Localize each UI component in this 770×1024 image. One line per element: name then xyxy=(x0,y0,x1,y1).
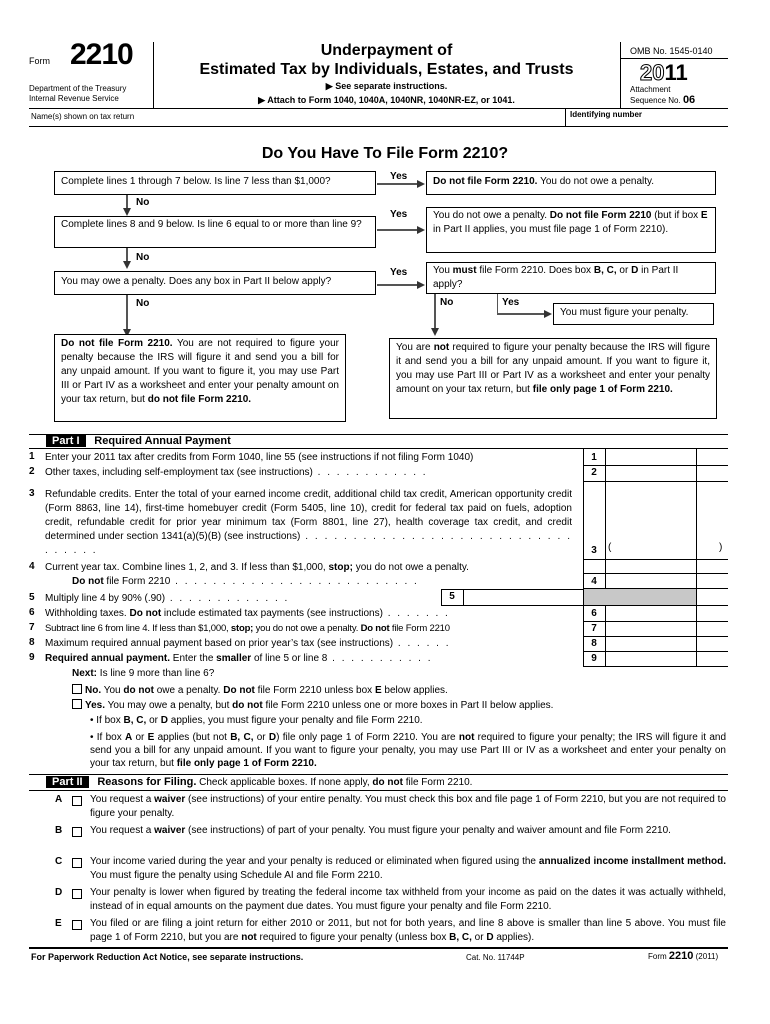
dept-label: Department of the Treasury xyxy=(29,84,127,93)
box-e-checkbox[interactable] xyxy=(72,920,82,930)
e-mid: required to figure your penalty (unless box xyxy=(256,932,450,943)
line-5-box-label: 5 xyxy=(449,591,455,602)
answer-1-box xyxy=(426,171,716,195)
e-bcd: B, C, xyxy=(449,932,472,943)
b2-a: • If box xyxy=(90,732,125,743)
left-result-text: You are not required to figure your penalty because the IRS will figure it and send you a bill for any unpaid amount. If you want to figure it, you may use Part III or Part IV as a worksheet and enter your penalty amount on your tax return, but xyxy=(61,338,340,405)
paperwork-notice: For Paperwork Reduction Act Notice, see separate instructions. xyxy=(31,952,304,962)
question-3-text: You may owe a penalty. Does any box in Part II below apply? xyxy=(61,276,332,287)
no-c: file Form 2210 unless box xyxy=(254,685,375,696)
answer-2-e: E xyxy=(700,210,708,221)
line-9-bold: Required annual payment. xyxy=(45,653,171,664)
line-3-label: Refundable credits. Enter the total of your earned income credit, additional child tax credit, American opportunity credit (Form 8863, line 14), first-time homebuyer credit (Form 5405, line 10), credit for federal tax paid on fuels, adoption credit, refundable credit for prior year minimum tax (Form 8801, line 27), health coverage tax credit, and credit determined under section 1341(a)(5)(B) (see instructions) xyxy=(45,489,572,542)
no-a: You xyxy=(101,685,124,696)
line-7-text xyxy=(45,622,450,636)
figure-penalty-box xyxy=(553,303,714,325)
b2-file: file only page 1 of Form 2210. xyxy=(176,758,317,769)
right-result-box xyxy=(389,338,717,419)
a-post: (see instructions) of your entire penalty. You must check this box and file page 1 of Form 2210, but you are not required to figure your penalty. xyxy=(90,794,726,819)
answer-3-box xyxy=(426,262,716,294)
box-a-letter: A xyxy=(55,794,63,805)
line-4-amount[interactable] xyxy=(606,574,696,588)
line-7-bold: Do not xyxy=(360,623,390,634)
omb-number: OMB No. 1545-0140 xyxy=(630,46,713,56)
footer-form-label: Form xyxy=(648,952,667,961)
c-bold: annualized income installment method. xyxy=(538,856,726,867)
part2-label: Part II xyxy=(46,776,89,788)
yes-do: do not xyxy=(232,700,263,711)
answer-1-rest: You do not owe a penalty. xyxy=(537,176,655,187)
tax-year-bold: 11 xyxy=(664,60,688,85)
next-yes-checkbox[interactable] xyxy=(72,699,82,709)
line-9-text: Required annual payment. Enter the smaller of line 5 or line 8 . . . . . . . . . . . xyxy=(45,653,433,664)
b2-or: or xyxy=(132,732,148,743)
line-6-box-label: 6 xyxy=(591,608,597,619)
footer-form xyxy=(648,949,718,964)
line-6-b: include estimated tax payments (see instructions) xyxy=(161,608,383,619)
part2-intro-a: Check applicable boxes. If none apply, xyxy=(196,777,373,788)
line-8-text: Maximum required annual payment based on prior year’s tax (see instructions) . . . . . . xyxy=(45,638,451,649)
answer-3-bcd: B, C, xyxy=(593,265,617,276)
answer-3-post: in Part II apply? xyxy=(433,265,679,290)
left-result-do-not: do not file Form 2210. xyxy=(147,394,252,405)
box-d-checkbox[interactable] xyxy=(72,889,82,899)
no-do: do not xyxy=(123,685,154,696)
line-9-number: 9 xyxy=(29,652,35,663)
box-c-checkbox[interactable] xyxy=(72,858,82,868)
left-result-box xyxy=(54,334,346,422)
line-3-number: 3 xyxy=(29,488,35,499)
line-4-a: Current year tax. Combine lines 1, 2, and 3. If less than $1,000, xyxy=(45,562,329,573)
q3-yes-label: Yes xyxy=(390,267,408,278)
q1-no-label: No xyxy=(136,197,150,208)
line-2-number: 2 xyxy=(29,466,35,477)
answer-1-bold: Do not file Form 2210. xyxy=(433,176,538,187)
line-8-box-label: 8 xyxy=(591,638,597,649)
part2-intro-b: file Form 2210. xyxy=(402,777,473,788)
left-result-bold: Do not file Form 2210. xyxy=(61,338,173,349)
q3-no-label: No xyxy=(136,298,150,309)
answer-2-box xyxy=(426,207,716,253)
line-5-number: 5 xyxy=(29,592,35,603)
b1-or: or xyxy=(146,715,161,726)
line-2-text: Other taxes, including self-employment tax (see instructions) . . . . . . . . . . . . xyxy=(45,467,428,478)
b1-bcd: B, C, xyxy=(123,715,147,726)
line-5-amount[interactable] xyxy=(464,590,582,605)
line-7-a: Subtract line 6 from line 4. If less than $1,000, xyxy=(45,623,231,634)
box-b-letter: B xyxy=(55,825,63,836)
line-1-number: 1 xyxy=(29,451,35,462)
line-3-box-label: 3 xyxy=(591,545,597,556)
line-3-paren-close: ) xyxy=(719,542,723,553)
answer-3-mid: file Form 2210. Does box xyxy=(476,265,594,276)
part1-title: Required Annual Payment xyxy=(94,435,231,447)
b2-or2: or xyxy=(253,732,269,743)
answer-2-mid: (but if box xyxy=(651,210,701,221)
b2-d2: required to figure your penalty; the IRS will figure it and send you a bill for any unpaid amount. If you want to figure your penalty, you may use Part III or IV as a worksheet and enter your penalty on your tax return, but xyxy=(90,732,727,769)
q2-yes-label: Yes xyxy=(390,209,408,220)
b2-not: not xyxy=(458,732,475,743)
e-pre: You filed or are filing a joint return for either 2010 or 2011, but not for both years, and line 8 above is smaller than line 5 above. You must file page 1 of Form 2210, but you are xyxy=(90,918,726,943)
line-9-amount[interactable] xyxy=(606,652,696,666)
line-9-smaller: smaller xyxy=(216,653,252,664)
box-e-letter: E xyxy=(55,918,62,929)
q2-no-label: No xyxy=(136,252,150,263)
form-label: Form xyxy=(29,56,50,66)
part1-header xyxy=(46,435,231,448)
question-1-text: Complete lines 1 through 7 below. Is line 7 less than $1,000? xyxy=(61,176,331,187)
e-d: D xyxy=(486,932,494,943)
next-no-checkbox[interactable] xyxy=(72,684,82,694)
a3-no-label: No xyxy=(440,297,454,308)
a-pre: You request a xyxy=(90,794,155,805)
b-pre: You request a xyxy=(90,825,155,836)
line-9-box-label: 9 xyxy=(591,653,597,664)
answer-3-pre: You xyxy=(433,265,453,276)
footer-form-number: 2210 xyxy=(668,950,694,962)
right-result-not: not xyxy=(433,342,450,353)
b2-c: ) file only page 1 of Form 2210. You are xyxy=(276,732,459,743)
no-bold: No. xyxy=(85,685,102,696)
right-result-mid: required to figure your penalty because the IRS will figure it and send you a bill for any unpaid amount. If you want to figure it, you may use Part III or Part IV as a worksheet and enter your penalty amount on your tax return, but xyxy=(396,342,710,395)
see-instructions: ▶ See separate instructions. xyxy=(325,81,448,91)
question-1-box xyxy=(54,171,376,195)
line-7-stop: stop; xyxy=(230,623,254,634)
form-number: 2210 xyxy=(70,38,133,71)
b-post: (see instructions) of part of your penalty. You must figure your penalty and waiver amount and file Form 2210. xyxy=(185,825,671,836)
right-result-pre: You are xyxy=(396,342,434,353)
yes-b: file Form 2210 unless one or more boxes in Part II below applies. xyxy=(262,700,554,711)
irs-label: Internal Revenue Service xyxy=(29,94,119,103)
b1-a: • If box xyxy=(90,715,124,726)
no-do2: Do not xyxy=(223,685,255,696)
b2-a2: A xyxy=(124,732,133,743)
line-1-text: Enter your 2011 tax after credits from Form 1040, line 55 (see instructions if not filing Form 1040) xyxy=(45,452,474,463)
line-5-text: Multiply line 4 by 90% (.90) . . . . . . . . . . . . . xyxy=(45,593,290,604)
line-2-box-label: 2 xyxy=(591,467,597,478)
footer-form-year: (2011) xyxy=(695,952,719,961)
line-5-label: Multiply line 4 by 90% (.90) xyxy=(45,593,166,604)
question-3-box xyxy=(54,271,376,295)
line-7-number: 7 xyxy=(29,622,35,633)
answer-3-d: D xyxy=(631,265,639,276)
part2-intro-bold: do not xyxy=(372,777,403,788)
yes-bold: Yes. xyxy=(85,700,106,711)
box-b-checkbox[interactable] xyxy=(72,827,82,837)
next-text: Is line 9 more than line 6? xyxy=(97,668,215,679)
b-bold: waiver xyxy=(154,825,186,836)
sequence-label: Sequence No. xyxy=(630,96,681,105)
b2-b: applies (but not xyxy=(154,732,231,743)
no-d: below applies. xyxy=(381,685,448,696)
no-e: E xyxy=(374,685,382,696)
bullet-1 xyxy=(90,714,423,728)
line-2-amount[interactable] xyxy=(606,466,696,481)
c-post: You must figure the penalty using Schedule AI and file Form 2210. xyxy=(90,870,383,881)
box-a-checkbox[interactable] xyxy=(72,796,82,806)
line-1-box-label: 1 xyxy=(591,452,597,463)
line-8-label: Maximum required annual payment based on prior year’s tax (see instructions) xyxy=(45,638,394,649)
q1-yes-label: Yes xyxy=(390,171,408,182)
identifying-number-label: Identifying number xyxy=(570,110,642,119)
line-4-b: you do not owe a penalty. xyxy=(352,562,469,573)
box-d-letter: D xyxy=(55,887,63,898)
box-c-text xyxy=(90,855,726,883)
a3-yes-label: Yes xyxy=(502,297,520,308)
line-9-a: Enter the xyxy=(170,653,217,664)
answer-2-bold: Do not file Form 2210 xyxy=(549,210,652,221)
attach-to: ▶ Attach to Form 1040, 1040A, 1040NR, 1040NR-EZ, or 1041. xyxy=(258,95,515,105)
yes-a: You may owe a penalty, but xyxy=(105,700,233,711)
right-result-bold: file only page 1 of Form 2210. xyxy=(532,384,673,395)
next-question xyxy=(72,667,214,681)
names-label: Name(s) shown on tax return xyxy=(31,112,135,121)
line-3-amount[interactable] xyxy=(615,543,715,558)
box-e-text xyxy=(90,917,726,945)
e-not: not xyxy=(241,932,257,943)
b2-d: D xyxy=(268,732,277,743)
b1-d: D xyxy=(160,715,168,726)
line-7-box-label: 7 xyxy=(591,623,597,634)
line-4-box-label: 4 xyxy=(591,576,597,587)
next-bold: Next: xyxy=(72,668,98,679)
line-9-b: of line 5 or line 8 xyxy=(251,653,328,664)
question-2-text: Complete lines 8 and 9 below. Is line 6 equal to or more than line 9? xyxy=(61,219,362,230)
header-divider-right xyxy=(620,42,621,108)
answer-3-or: or xyxy=(616,265,632,276)
b2-e: E xyxy=(147,732,155,743)
line-6-bold: Do not xyxy=(129,608,162,619)
answer-3-must: must xyxy=(452,265,477,276)
part2-header xyxy=(46,776,472,789)
e-or: or xyxy=(471,932,487,943)
answer-2-pre: You do not owe a penalty. xyxy=(433,210,550,221)
question-2-box xyxy=(54,216,376,248)
b1-b: applies, you must figure your penalty and file Form 2210. xyxy=(167,715,423,726)
title-line-1: Underpayment of xyxy=(320,42,453,59)
line-4-stop: stop; xyxy=(328,562,353,573)
line-7-c: file Form 2210 xyxy=(389,623,450,634)
box-d-text: Your penalty is lower when figured by treating the federal income tax withheld from your income as paid on the dates it was actually withheld, instead of in equal amounts on the payment due dates. You must figure your penalty and file Form 2210. xyxy=(90,887,726,912)
box-c-letter: C xyxy=(55,856,63,867)
line-4-text-b: Do not file Form 2210 . . . . . . . . . . . . . . . . . . . . . . . . . . xyxy=(72,576,419,587)
line-4-c: file Form 2210 xyxy=(103,576,171,587)
box-a-text xyxy=(90,793,726,821)
part2-title: Reasons for Filing. xyxy=(97,776,197,788)
line-6-number: 6 xyxy=(29,607,35,618)
figure-penalty-text: You must figure your penalty. xyxy=(560,307,689,318)
next-yes-option xyxy=(72,699,553,713)
title-line-2: Estimated Tax by Individuals, Estates, and Trusts xyxy=(199,61,574,78)
a-bold: waiver xyxy=(154,794,186,805)
line-2-label: Other taxes, including self-employment tax (see instructions) xyxy=(45,467,313,478)
line-3-text: Refundable credits. Enter the total of your earned income credit, additional child tax credit, American opportunity credit (Form 8863, line 14), first-time homebuyer credit (Form 5405, line 10), credit for federal tax paid on fuels, adoption credit, refundable credit for prior year minimum tax (Form 8801, line 27), health coverage tax credit, and credit determined under section 1341(a)(5)(B) (see instructions) . . . . . . . . . . . . . . . . . . . . . . . . . . . . . . . . . . xyxy=(45,489,572,556)
sequence-number: 06 xyxy=(682,94,696,106)
bullet-2 xyxy=(90,731,726,770)
tax-year-outline: 20 xyxy=(640,60,665,85)
box-b-text xyxy=(90,824,726,838)
line-3-paren-open: ( xyxy=(608,542,612,553)
e-post: applies). xyxy=(493,932,535,943)
line-7-b: you do not owe a penalty. xyxy=(253,623,361,634)
line-6-amount[interactable] xyxy=(606,606,696,621)
catalog-number: Cat. No. 11744P xyxy=(466,953,525,962)
flowchart-title: Do You Have To File Form 2210? xyxy=(261,145,509,162)
c-pre: Your income varied during the year and your penalty is reduced or eliminated when figured using the xyxy=(90,856,539,867)
part1-label: Part I xyxy=(46,435,86,447)
line-6-text: Withholding taxes. Do not include estimated tax payments (see instructions) . . . . . . . xyxy=(45,608,450,619)
b2-bcd: B, C, xyxy=(230,732,254,743)
no-b: owe a penalty. xyxy=(153,685,224,696)
answer-2-post: in Part II applies, you must file page 1 of Form 2210). xyxy=(433,224,669,235)
line-8-number: 8 xyxy=(29,637,35,648)
tax-year xyxy=(640,60,688,86)
attachment-label: Attachment xyxy=(630,85,671,94)
line-4-text-a xyxy=(45,561,469,575)
line-4-number: 4 xyxy=(29,561,35,572)
line-8-amount[interactable] xyxy=(606,637,696,651)
line-7-amount[interactable] xyxy=(606,622,696,636)
line-4-do-not: Do not xyxy=(72,576,104,587)
next-no-option xyxy=(72,684,448,698)
line-6-a: Withholding taxes. xyxy=(45,608,130,619)
line-1-amount[interactable] xyxy=(606,450,696,465)
